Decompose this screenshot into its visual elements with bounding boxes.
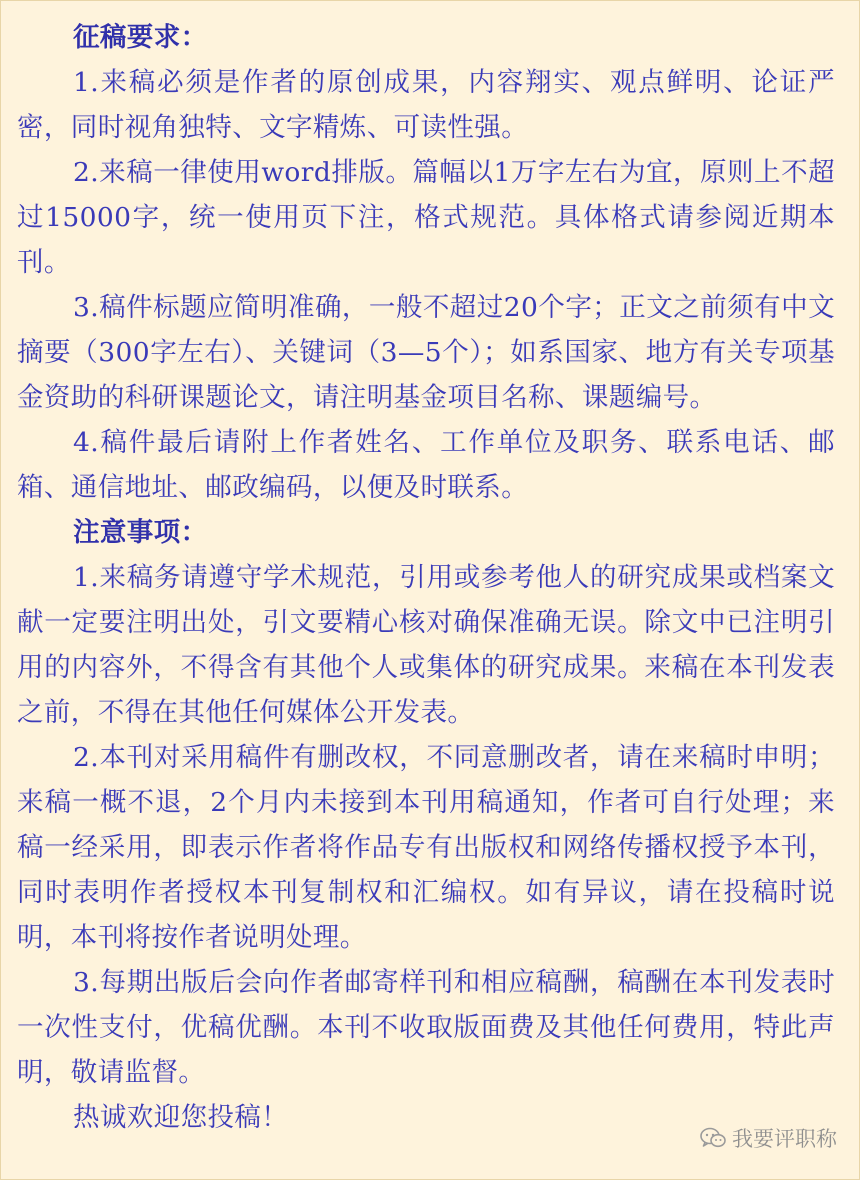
requirement-item-4: 4.稿件最后请附上作者姓名、工作单位及职务、联系电话、邮箱、通信地址、邮政编码，以便及时联系。 (17, 427, 835, 503)
requirement-item-2: 2.来稿一律使用word排版。篇幅以1万字左右为宜，原则上不超过15000字，统一使用页下注，格式规范。具体格式请参阅近期本刊。 (17, 157, 835, 278)
requirement-item-3: 3.稿件标题应简明准确，一般不超过20个字；正文之前须有中文摘要（300字左右）、关键词（3—5个）；如系国家、地方有关专项基金资助的科研课题论文，请注明基金项目名称、课题编号。 (17, 292, 835, 413)
closing-line: 热诚欢迎您投稿！ (73, 1102, 289, 1133)
watermark (700, 1123, 837, 1153)
note-item-3: 3.每期出版后会向作者邮寄样刊和相应稿酬，稿酬在本刊发表时一次性支付，优稿优酬。本刊不收取版面费及其他任何费用，特此声明，敬请监督。 (17, 967, 835, 1088)
document-body (17, 15, 835, 1140)
note-item-2: 2.本刊对采用稿件有删改权，不同意删改者，请在来稿时申明；来稿一概不退，2个月内未接到本刊用稿通知，作者可自行处理；来稿一经采用，即表示作者将作品专有出版权和网络传播权授予本刊，同时表明作者授权本刊复制权和汇编权。如有异议，请在投稿时说明，本刊将按作者说明处理。 (17, 742, 835, 953)
note-item-1: 1.来稿务请遵守学术规范，引用或参考他人的研究成果或档案文献一定要注明出处，引文要精心核对确保准确无误。除文中已注明引用的内容外，不得含有其他个人或集体的研究成果。来稿在本刊发表之前，不得在其他任何媒体公开发表。 (17, 562, 835, 728)
requirement-item-1: 1.来稿必须是作者的原创成果，内容翔实、观点鲜明、论证严密，同时视角独特、文字精炼、可读性强。 (17, 67, 835, 143)
watermark-text: 我要评职称 (732, 1127, 837, 1151)
wechat-icon (700, 1127, 726, 1149)
section-heading-requirements: 征稿要求： (73, 22, 208, 53)
section-heading-notes: 注意事项： (73, 517, 208, 548)
